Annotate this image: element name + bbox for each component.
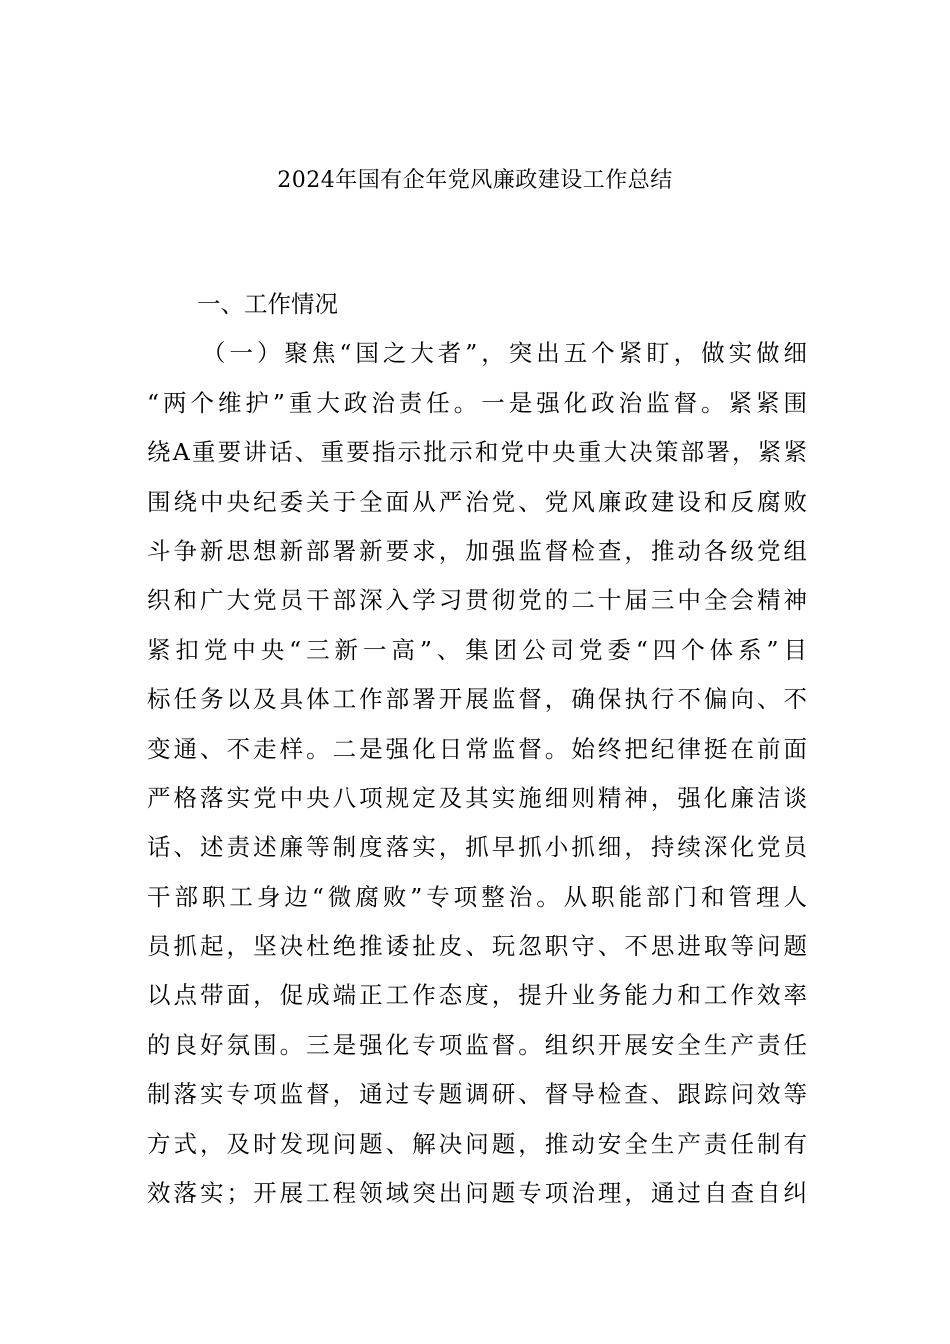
body-text <box>147 280 807 1218</box>
paragraph-line: 标任务以及具体工作部署开展监督，确保执行不偏向、不 <box>147 685 807 714</box>
paragraph-line: （一）聚焦“国之大者”，突出五个紧盯，做实做细 <box>202 339 807 368</box>
paragraph-line: 绕A重要讲话、重要指示批示和党中央重大决策部署，紧紧 <box>147 438 807 467</box>
paragraph-line: 话、述责述廉等制度落实，抓早抓小抓细，持续深化党员 <box>147 833 807 862</box>
paragraph-line: 干部职工身边“微腐败”专项整治。从职能部门和管理人 <box>147 882 807 911</box>
paragraph-line: “两个维护”重大政治责任。一是强化政治监督。紧紧围 <box>147 388 807 417</box>
paragraph-line: 斗争新思想新部署新要求，加强监督检查，推动各级党组 <box>147 536 807 565</box>
paragraph-line: 以点带面，促成端正工作态度，提升业务能力和工作效率 <box>147 981 807 1010</box>
paragraph-line: 织和广大党员干部深入学习贯彻党的二十届三中全会精神 <box>147 586 807 615</box>
paragraph-line: 效落实；开展工程领域突出问题专项治理，通过自查自纠 <box>147 1179 807 1208</box>
paragraph-line: 紧扣党中央“三新一高”、集团公司党委“四个体系”目 <box>147 635 807 664</box>
paragraph-line: 方式，及时发现问题、解决问题，推动安全生产责任制有 <box>147 1129 807 1158</box>
paragraph-line: 严格落实党中央八项规定及其实施细则精神，强化廉洁谈 <box>147 783 807 812</box>
paragraph-line: 围绕中央纪委关于全面从严治党、党风廉政建设和反腐败 <box>147 487 807 516</box>
section-heading: 一、工作情况 <box>197 290 338 318</box>
document-title: 2024年国有企年党风廉政建设工作总结 <box>277 168 673 193</box>
paragraph-line: 变通、不走样。二是强化日常监督。始终把纪律挺在前面 <box>147 734 807 763</box>
paragraph-line: 的良好氛围。三是强化专项监督。组织开展安全生产责任 <box>147 1030 807 1059</box>
paragraph-line: 制落实专项监督，通过专题调研、督导检查、跟踪问效等 <box>147 1080 807 1109</box>
paragraph-line: 员抓起，坚决杜绝推诿扯皮、玩忽职守、不思进取等问题 <box>147 932 807 961</box>
